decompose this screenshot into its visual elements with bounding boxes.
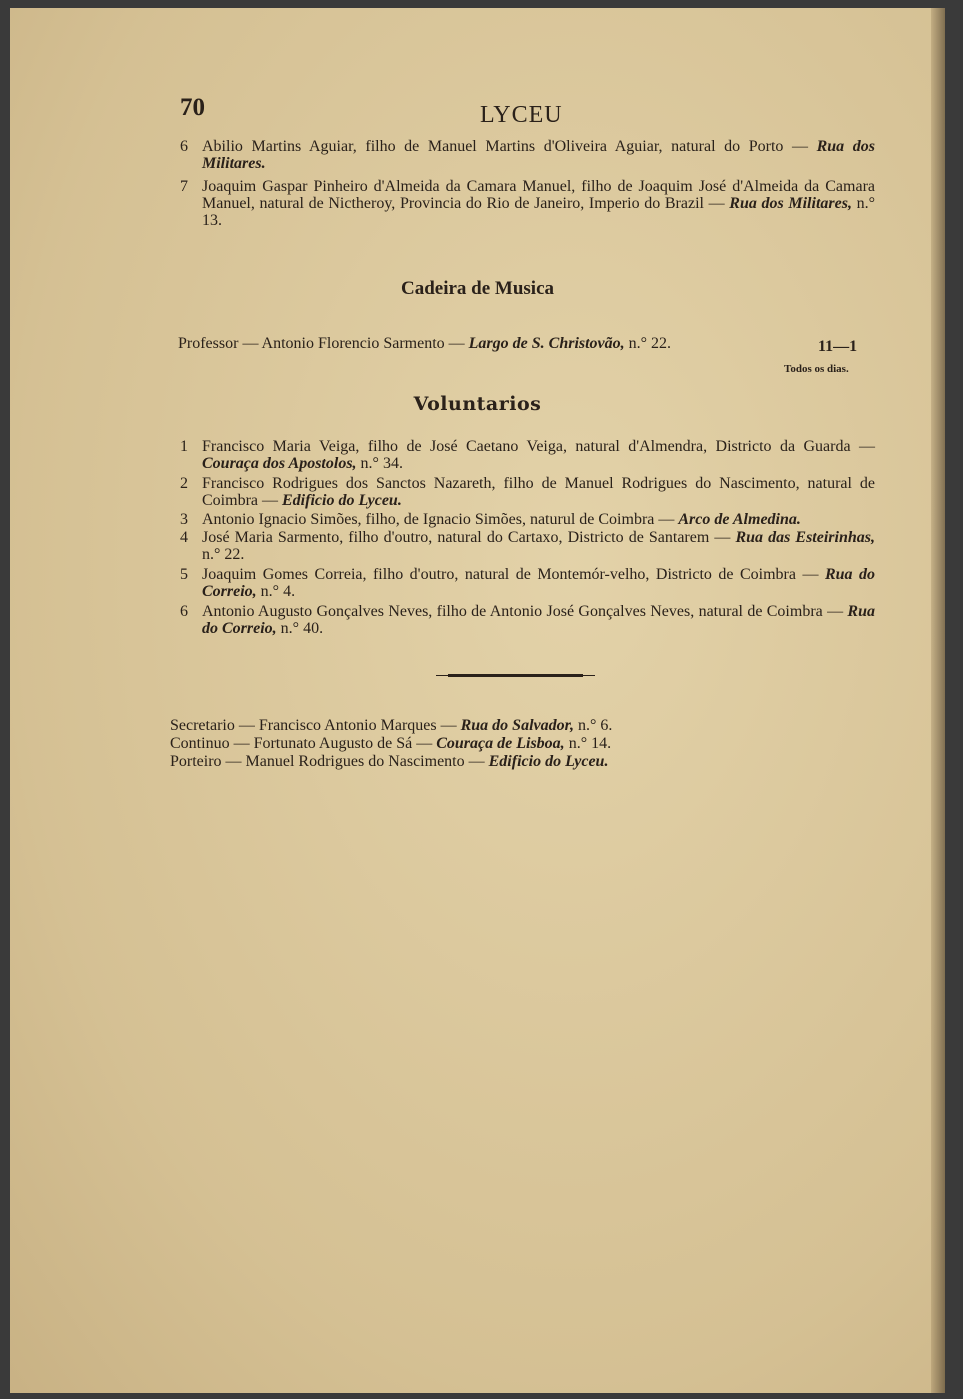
entry-number: 3	[180, 511, 188, 528]
class-days: Todos os dias.	[784, 363, 849, 375]
running-head: LYCEU	[480, 102, 563, 128]
entry-address: Rua dos Militares,	[729, 195, 852, 212]
staff-line	[170, 754, 608, 770]
professor-line	[178, 335, 671, 353]
entry-text: José Maria Sarmento, filho d'outro, natural do Cartaxo, Districto de Santarem —	[202, 529, 736, 546]
entry-house-number: n.° 40.	[276, 620, 324, 637]
list-item	[180, 475, 875, 509]
staff-text: Porteiro — Manuel Rodrigues do Nascimento —	[170, 753, 489, 770]
staff-address: Edificio do Lyceu.	[488, 753, 609, 770]
entry-number: 7	[180, 178, 188, 195]
entry-house-number: n.° 4.	[256, 583, 296, 600]
entry-house-number: n.° 13.	[202, 195, 876, 229]
professor-text: Professor — Antonio Florencio Sarmento —	[178, 335, 469, 352]
entry-text: Abilio Martins Aguiar, filho de Manuel Martins d'Oliveira Aguiar, natural do Porto —	[202, 138, 817, 155]
entry-address: Couraça dos Apostolos,	[202, 455, 357, 472]
entry-number: 4	[180, 529, 188, 546]
entry-text: Joaquim Gaspar Pinheiro d'Almeida da Camara Manuel, filho de Joaquim José d'Almeida da Camara Manuel, natural de Nictheroy, Provincia do Rio de Janeiro, Imperio do Brazil —	[202, 178, 875, 212]
voluntarios-title: Voluntarios	[413, 393, 542, 415]
staff-line	[170, 718, 612, 734]
entry-text: Antonio Augusto Gonçalves Neves, filho de Antonio José Gonçalves Neves, natural de Coimbra —	[202, 603, 848, 620]
professor-address: Largo de S. Christovão,	[468, 335, 625, 352]
section-divider	[448, 674, 583, 677]
entry-number: 6	[180, 138, 188, 155]
staff-line	[170, 736, 611, 752]
book-page	[10, 8, 945, 1393]
entry-address: Edificio do Lyceu.	[282, 492, 402, 509]
list-item	[180, 138, 875, 172]
staff-house-number: n.° 6.	[573, 717, 613, 734]
list-item	[180, 529, 875, 563]
staff-address: Rua do Salvador,	[460, 717, 574, 734]
page-spine-shadow	[931, 8, 945, 1393]
entry-text: Joaquim Gomes Correia, filho d'outro, natural de Montemór-velho, Districto de Coimbra —	[202, 566, 825, 583]
list-item	[180, 566, 875, 600]
entry-address: Rua do Correio,	[202, 566, 875, 600]
list-item	[180, 438, 875, 472]
professor-house-number: n.° 22.	[624, 335, 672, 352]
staff-text: Continuo — Fortunato Augusto de Sá —	[170, 735, 437, 752]
entry-text: Francisco Maria Veiga, filho de José Caetano Veiga, natural d'Almendra, Districto da Guarda —	[202, 438, 875, 455]
list-item	[180, 178, 875, 229]
entry-number: 1	[180, 438, 188, 455]
entry-address: Rua dos Militares.	[202, 138, 876, 172]
entry-house-number: n.° 34.	[356, 455, 403, 472]
class-time: 11—1	[818, 338, 858, 355]
entry-number: 2	[180, 475, 188, 492]
page-number: 70	[180, 94, 205, 121]
list-item	[180, 603, 875, 637]
entry-address: Arco de Almedina.	[678, 511, 801, 528]
entry-address: Rua das Esteirinhas,	[735, 529, 875, 546]
staff-address: Couraça de Lisboa,	[436, 735, 565, 752]
entry-text: Antonio Ignacio Simões, filho, de Ignacio Simões, naturul de Coimbra —	[202, 511, 679, 528]
entry-house-number: n.° 22.	[202, 546, 245, 563]
staff-house-number: n.° 14.	[564, 735, 612, 752]
list-item	[180, 511, 875, 528]
staff-text: Secretario — Francisco Antonio Marques —	[170, 717, 461, 734]
entry-address: Rua do Correio,	[202, 603, 875, 637]
entry-number: 5	[180, 566, 188, 583]
entry-number: 6	[180, 603, 188, 620]
entry-text: Francisco Rodrigues dos Sanctos Nazareth, filho de Manuel Rodrigues do Nascimento, natural de Coimbra —	[202, 475, 875, 509]
section-title: Cadeira de Musica	[400, 278, 555, 299]
